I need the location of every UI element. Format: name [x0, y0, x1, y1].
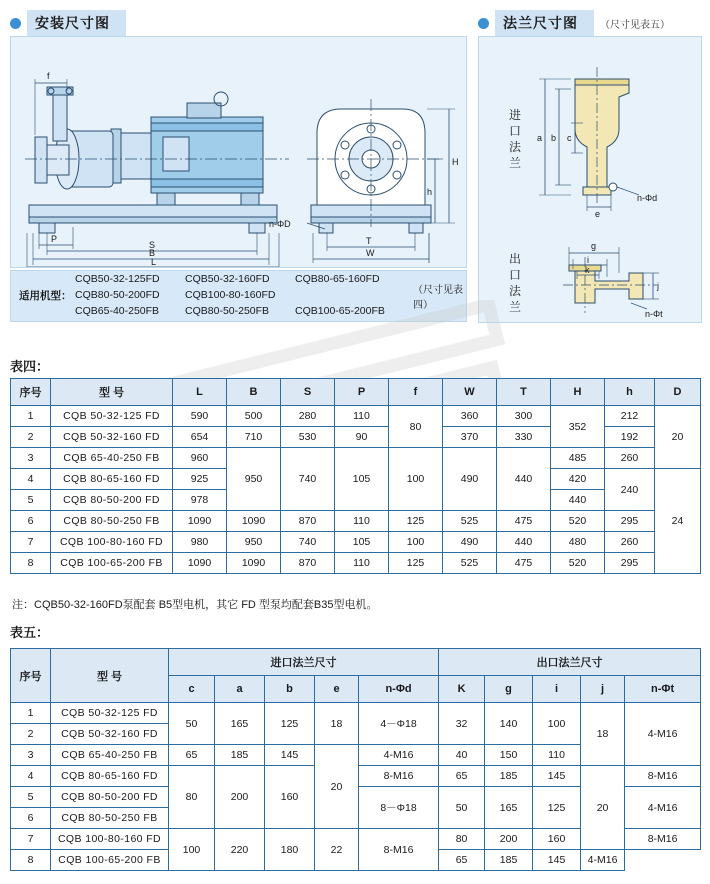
table4-header-row — [11, 379, 701, 406]
section-header-flange — [478, 10, 670, 36]
cell-i: 145 — [533, 766, 581, 787]
cell-nt: 4-M16 — [581, 850, 625, 871]
cell-nt: 4-M16 — [625, 787, 701, 829]
cell-B: 1090 — [227, 511, 281, 532]
cell-K: 80 — [439, 829, 485, 850]
bullet-icon — [10, 18, 21, 29]
cell-i: 160 — [533, 829, 581, 850]
cell-j: 18 — [581, 703, 625, 766]
cell-S: 280 — [281, 406, 335, 427]
model-item: CQB50-32-125FD — [75, 273, 160, 286]
model-item: CQB80-50-250FB — [185, 304, 270, 317]
cell-T: 475 — [497, 511, 551, 532]
cell-h: 260 — [605, 532, 655, 553]
dim-label-b: b — [551, 133, 557, 143]
cell-c: 50 — [169, 703, 215, 745]
cell-nt: 4-M16 — [625, 703, 701, 766]
table5-th: n-Φd — [359, 676, 439, 703]
table5-label: 表五： — [10, 625, 50, 640]
cell-nd: 8-M16 — [359, 829, 439, 871]
cell-L: 978 — [173, 490, 227, 511]
cell-H: 352 — [551, 406, 605, 448]
cell-K: 65 — [439, 766, 485, 787]
cell-nd: 4-M16 — [359, 745, 439, 766]
cell-model: CQB 80-50-200 FD — [51, 787, 169, 808]
cell-W: 370 — [443, 427, 497, 448]
applicable-label: 适用机型： — [19, 289, 72, 302]
cell-h: 192 — [605, 427, 655, 448]
cell-model: CQB 100-80-160 FD — [51, 532, 173, 553]
table4-th: P — [335, 379, 389, 406]
cell-no: 5 — [11, 787, 51, 808]
cell-K: 40 — [439, 745, 485, 766]
cell-H: 520 — [551, 511, 605, 532]
cell-T: 475 — [497, 553, 551, 574]
cell-D: 24 — [655, 469, 701, 574]
table5-th: i — [533, 676, 581, 703]
model-item: CQB65-40-250FB — [75, 304, 160, 317]
cell-S: 740 — [281, 448, 335, 511]
cell-b: 145 — [265, 745, 315, 766]
cell-L: 1090 — [173, 553, 227, 574]
cell-L: 654 — [173, 427, 227, 448]
cell-model: CQB 80-50-200 FD — [51, 490, 173, 511]
cell-D: 20 — [655, 406, 701, 469]
cell-g: 185 — [485, 766, 533, 787]
cell-no: 5 — [11, 490, 51, 511]
cell-no: 1 — [11, 406, 51, 427]
table-row — [11, 406, 701, 427]
table5-th-group-outlet: 出口法兰尺寸 — [439, 649, 701, 676]
cell-i: 110 — [533, 745, 581, 766]
dim-label-c: c — [567, 133, 572, 143]
outlet-flange-label: 法 — [509, 284, 522, 298]
inlet-flange-label: 口 — [509, 124, 522, 138]
cell-c: 65 — [169, 745, 215, 766]
cell-model: CQB 100-80-160 FD — [51, 829, 169, 850]
cell-W: 490 — [443, 448, 497, 511]
dim-label-T: T — [366, 236, 372, 246]
cell-B: 710 — [227, 427, 281, 448]
model-item: CQB100-80-160FD — [185, 289, 276, 302]
dim-label-k: k — [585, 265, 590, 275]
cell-S: 530 — [281, 427, 335, 448]
cell-nd: 8－Φ18 — [359, 787, 439, 829]
dim-label-f: f — [47, 71, 50, 81]
cell-no: 3 — [11, 745, 51, 766]
bullet-icon — [478, 18, 489, 29]
outlet-flange-label: 口 — [509, 268, 522, 282]
table4-th: 型 号 — [51, 379, 173, 406]
table5-th-group-inlet: 进口法兰尺寸 — [169, 649, 439, 676]
install-drawing — [11, 37, 466, 267]
cell-P: 110 — [335, 553, 389, 574]
cell-b: 180 — [265, 829, 315, 871]
dim-label-S: S — [149, 240, 156, 250]
cell-e: 22 — [315, 829, 359, 871]
model-item: CQB80-65-160FD — [295, 273, 380, 286]
applicable-note: （尺寸见表四） — [413, 285, 464, 311]
cell-g: 165 — [485, 787, 533, 829]
cell-g: 140 — [485, 703, 533, 745]
dim-label-e: e — [595, 209, 601, 219]
cell-i: 145 — [533, 850, 581, 871]
dim-label-h: h — [427, 187, 433, 197]
table5-th-model: 型 号 — [51, 649, 169, 703]
cell-g: 185 — [485, 850, 533, 871]
table-row — [11, 448, 701, 469]
cell-model: CQB 100-65-200 FB — [51, 553, 173, 574]
dim-label-i: i — [587, 255, 589, 265]
cell-model: CQB 80-50-250 FB — [51, 808, 169, 829]
cell-L: 960 — [173, 448, 227, 469]
table4-th: T — [497, 379, 551, 406]
table4-th: 序号 — [11, 379, 51, 406]
cell-S: 870 — [281, 553, 335, 574]
cell-i: 125 — [533, 787, 581, 829]
cell-S: 740 — [281, 532, 335, 553]
cell-model: CQB 50-32-125 FD — [51, 703, 169, 724]
table5-th: a — [215, 676, 265, 703]
cell-i: 100 — [533, 703, 581, 745]
section-title-install: 安装尺寸图 — [27, 10, 126, 36]
cell-e: 18 — [315, 703, 359, 745]
cell-T: 300 — [497, 406, 551, 427]
table4 — [10, 378, 701, 574]
flange-drawing-panel — [478, 36, 702, 323]
table4-th: W — [443, 379, 497, 406]
table5-header-group-row — [11, 649, 701, 676]
cell-no: 7 — [11, 829, 51, 850]
dim-label-nt: n-Φt — [645, 309, 663, 319]
cell-c: 80 — [169, 766, 215, 829]
cell-no: 2 — [11, 427, 51, 448]
dim-label-W: W — [366, 248, 375, 258]
dim-label-nd: n-Φd — [637, 193, 658, 203]
cell-B: 1090 — [227, 553, 281, 574]
table-row — [11, 703, 701, 724]
cell-f: 100 — [389, 448, 443, 511]
cell-model: CQB 80-65-160 FD — [51, 469, 173, 490]
cell-L: 1090 — [173, 511, 227, 532]
dim-label-P: P — [51, 234, 58, 244]
outlet-flange-label: 出 — [509, 252, 522, 266]
applicable-models-grid — [75, 272, 405, 319]
cell-f: 80 — [389, 406, 443, 448]
dim-label-j: j — [657, 281, 659, 291]
table5-th: g — [485, 676, 533, 703]
cell-a: 185 — [215, 745, 265, 766]
dim-label-g: g — [591, 241, 597, 251]
table4-th: H — [551, 379, 605, 406]
cell-H: 420 — [551, 469, 605, 490]
cell-B: 950 — [227, 448, 281, 511]
cell-L: 590 — [173, 406, 227, 427]
section-title-flange: 法兰尺寸图 — [495, 10, 594, 36]
table4-th: B — [227, 379, 281, 406]
cell-model: CQB 50-32-160 FD — [51, 427, 173, 448]
cell-a: 165 — [215, 703, 265, 745]
install-drawing-panel — [10, 36, 467, 268]
cell-K: 65 — [439, 850, 485, 871]
dim-label-L: L — [151, 257, 157, 267]
cell-H: 485 — [551, 448, 605, 469]
cell-nd: 4－Φ18 — [359, 703, 439, 745]
model-item — [295, 288, 405, 304]
table4-note: 注：CQB50-32-160FD泵配套 B5型电机，其它 FD 型泵均配套B35型电机。 — [12, 599, 378, 611]
table4-th: f — [389, 379, 443, 406]
cell-T: 440 — [497, 448, 551, 511]
cell-no: 3 — [11, 448, 51, 469]
cell-g: 150 — [485, 745, 533, 766]
table5-th: n-Φt — [625, 676, 701, 703]
flange-drawing — [479, 37, 701, 322]
cell-h: 295 — [605, 511, 655, 532]
model-item: CQB50-32-160FD — [185, 273, 270, 286]
outlet-flange-label: 兰 — [509, 300, 522, 314]
inlet-flange-label: 法 — [509, 140, 522, 154]
model-item: CQB100-65-200FB — [295, 304, 385, 317]
cell-W: 525 — [443, 553, 497, 574]
table5 — [10, 648, 701, 871]
cell-b: 160 — [265, 766, 315, 829]
table4-th: h — [605, 379, 655, 406]
cell-P: 105 — [335, 448, 389, 511]
table5-th: j — [581, 676, 625, 703]
section-header-install — [10, 10, 126, 36]
cell-model: CQB 65-40-250 FB — [51, 448, 173, 469]
cell-P: 110 — [335, 511, 389, 532]
table4-th: S — [281, 379, 335, 406]
cell-f: 100 — [389, 532, 443, 553]
cell-W: 490 — [443, 532, 497, 553]
cell-no: 8 — [11, 850, 51, 871]
cell-H: 480 — [551, 532, 605, 553]
cell-model: CQB 50-32-160 FD — [51, 724, 169, 745]
dim-label-H: H — [452, 157, 459, 167]
dim-label-nD: n-ΦD — [269, 219, 291, 229]
table5-th: c — [169, 676, 215, 703]
cell-a: 200 — [215, 766, 265, 829]
cell-nt: 8-M16 — [625, 829, 701, 850]
cell-H: 520 — [551, 553, 605, 574]
cell-h: 240 — [605, 469, 655, 511]
cell-no: 8 — [11, 553, 51, 574]
cell-no: 2 — [11, 724, 51, 745]
cell-nt: 8-M16 — [625, 766, 701, 787]
cell-no: 7 — [11, 532, 51, 553]
cell-P: 110 — [335, 406, 389, 427]
table5-th: b — [265, 676, 315, 703]
table-row — [11, 511, 701, 532]
cell-model: CQB 80-50-250 FB — [51, 511, 173, 532]
cell-no: 6 — [11, 808, 51, 829]
cell-no: 1 — [11, 703, 51, 724]
table4-label: 表四： — [10, 359, 50, 374]
model-item: CQB80-50-200FD — [75, 289, 160, 302]
cell-f: 125 — [389, 511, 443, 532]
cell-P: 105 — [335, 532, 389, 553]
cell-nd: 8-M16 — [359, 766, 439, 787]
cell-W: 360 — [443, 406, 497, 427]
cell-h: 295 — [605, 553, 655, 574]
cell-b: 125 — [265, 703, 315, 745]
cell-model: CQB 100-65-200 FB — [51, 850, 169, 871]
cell-model: CQB 65-40-250 FB — [51, 745, 169, 766]
cell-P: 90 — [335, 427, 389, 448]
cell-B: 950 — [227, 532, 281, 553]
cell-h: 260 — [605, 448, 655, 469]
cell-W: 525 — [443, 511, 497, 532]
cell-e: 20 — [315, 745, 359, 829]
cell-h: 212 — [605, 406, 655, 427]
cell-K: 50 — [439, 787, 485, 829]
cell-B: 500 — [227, 406, 281, 427]
cell-f: 125 — [389, 553, 443, 574]
inlet-flange-label: 兰 — [509, 156, 522, 170]
cell-S: 870 — [281, 511, 335, 532]
table4-th: L — [173, 379, 227, 406]
cell-no: 4 — [11, 766, 51, 787]
cell-no: 4 — [11, 469, 51, 490]
cell-a: 220 — [215, 829, 265, 871]
cell-T: 440 — [497, 532, 551, 553]
cell-K: 32 — [439, 703, 485, 745]
inlet-flange-label: 进 — [509, 108, 522, 122]
dim-label-B: B — [149, 248, 156, 258]
table5-th: K — [439, 676, 485, 703]
applicable-models-box — [10, 270, 467, 322]
section-note-flange: （尺寸见表五） — [600, 19, 670, 31]
table-row — [11, 553, 701, 574]
table5-th-no: 序号 — [11, 649, 51, 703]
cell-model: CQB 50-32-125 FD — [51, 406, 173, 427]
dim-label-a: a — [537, 133, 543, 143]
cell-L: 980 — [173, 532, 227, 553]
cell-model: CQB 80-65-160 FD — [51, 766, 169, 787]
cell-T: 330 — [497, 427, 551, 448]
cell-c: 100 — [169, 829, 215, 871]
cell-g: 200 — [485, 829, 533, 850]
cell-H: 440 — [551, 490, 605, 511]
table-row — [11, 532, 701, 553]
table5-th: e — [315, 676, 359, 703]
cell-j: 20 — [581, 766, 625, 850]
cell-L: 925 — [173, 469, 227, 490]
table4-th: D — [655, 379, 701, 406]
cell-no: 6 — [11, 511, 51, 532]
